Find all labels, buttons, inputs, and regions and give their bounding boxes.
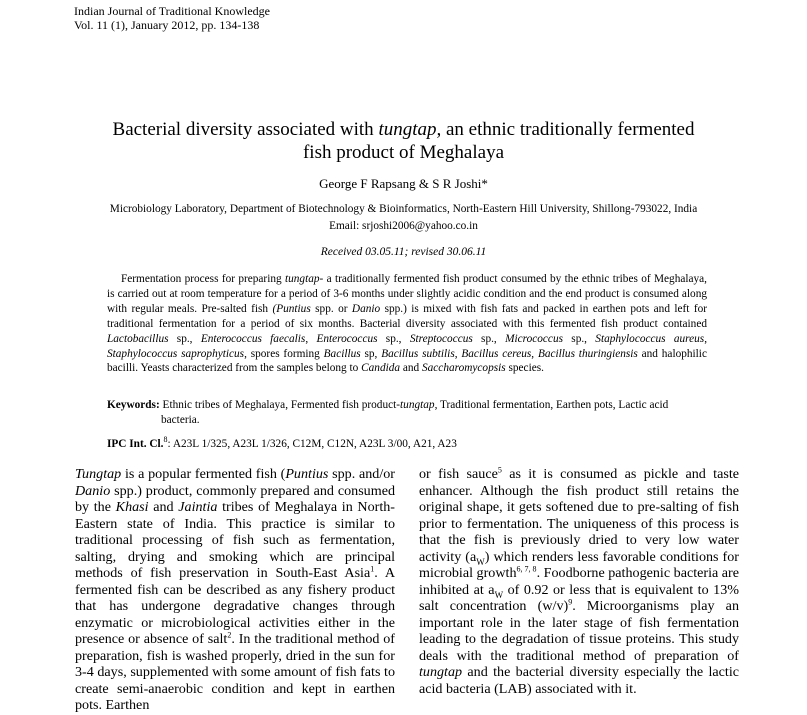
ipc-label: IPC Int. Cl. (107, 438, 164, 450)
body-column-right (419, 466, 739, 715)
abstract-text: , (531, 347, 538, 360)
received-dates: Received 03.05.11; revised 30.06.11 (320, 246, 487, 258)
title-part2: an ethnic traditionally fermented (441, 119, 695, 140)
title-line2: fish product of Meghalaya (302, 142, 505, 163)
abstract-italic: Bacillus subtilis (381, 347, 455, 360)
body-text: ) which renders less favorable conditions for microbial growth (419, 548, 739, 581)
abstract-italic: (Puntius (272, 302, 311, 315)
affiliation-block (40, 201, 767, 235)
journal-name: Indian Journal of Traditional Knowledge (74, 4, 270, 18)
body-italic: Danio (75, 482, 111, 499)
abstract-text: sp., (377, 332, 410, 345)
abstract-text: , (305, 332, 317, 345)
body-text: . A fermented fish can be described as any fishery product that has undergone degradative changes through enzymatic or microbiological activities either in the presence or absence of salt (75, 565, 395, 647)
keywords-text: Ethnic tribes of Meghalaya, Fermented fish product- (159, 399, 401, 411)
abstract-text: - a traditionally fermented fish product consumed by the ethnic tribes of Meghalaya, is carried out at room temperature for a period of 3-6 months under slightly acidic condition and the end product is consumed along with regular meals. Pre-salted fish (107, 273, 707, 315)
body-text: or fish sauce (419, 466, 498, 482)
reference-number: 1 (370, 564, 375, 574)
abstract-italic: Candida (361, 362, 401, 375)
abstract-text: spp.) is mixed with fish fats and packed in earthen pots and left for traditional fermentation for a period of six months. Bacterial diversity associated with this fermented fish product contained (107, 302, 708, 330)
abstract-text: sp., (563, 332, 596, 345)
abstract-text: Fermentation process for preparing (121, 273, 285, 285)
reference-number: 9 (568, 597, 573, 607)
abstract-italic: Bacillus cereus (461, 347, 532, 360)
abstract-text: , (454, 347, 462, 360)
body-text: of 0.92 or less that is equivalent to 13% salt concentration (w/v) (419, 581, 739, 614)
journal-header (74, 4, 270, 32)
reference-number: 2 (227, 630, 232, 640)
body-text: . In the traditional method of preparation, fish is washed properly, dried in the sun for 3-4 days, supplemented with some amount of fish fats to create semi-anaerobic condition and kept in earthen pots. Earthen (75, 631, 395, 713)
body-italic: Jaintia (178, 499, 218, 515)
abstract-italic: Enterococcus (316, 332, 378, 345)
body-text: and the bacterial diversity especially the lactic acid bacteria (LAB) associated with it. (419, 664, 739, 697)
body-column-left (75, 466, 395, 715)
abstract-text: sp., (168, 332, 201, 345)
abstract-italic: Bacillus (323, 347, 361, 360)
reference-number: 6, 7, 8 (516, 564, 537, 574)
title-italic: tungtap, (378, 119, 442, 140)
abstract-italic: Enterococcus faecalis (200, 332, 306, 345)
ipc-classification (107, 437, 707, 452)
reference-number: 5 (497, 466, 502, 475)
abstract-text: sp, (360, 347, 382, 360)
body-italic: tungtap (419, 664, 463, 680)
body-text: . Foodborne pathogenic bacteria are inhibited at a (419, 565, 739, 598)
abstract-text: species. (505, 362, 544, 375)
abstract-text: sp., (472, 332, 506, 345)
keywords-text: , Traditional fermentation, Earthen pots, Lactic acid bacteria. (161, 399, 669, 426)
abstract-italic: tungtap (284, 273, 320, 285)
subscript: W (494, 589, 504, 600)
body-italic: Tungtap (75, 466, 122, 482)
authors: George F Rapsang & S R Joshi* (319, 176, 488, 191)
abstract-italic: Streptococcus (409, 332, 473, 345)
keywords-italic: tungtap (400, 399, 435, 411)
abstract-text: and halophilic bacilli. Yeasts characterized from the samples belong to (107, 347, 707, 375)
body-text: . Microorganisms play an important role in the later stage of fish fermentation leading to the degradation of tissue proteins. This study deals with the traditional method of preparation of (419, 598, 739, 664)
abstract (107, 272, 707, 376)
affiliation: Microbiology Laboratory, Department of Biotechnology & Bioinformatics, North-Eastern Hill University, Shillong-793022, India (109, 203, 698, 215)
body-text: and (148, 499, 179, 515)
body-text: spp.) product, commonly prepared and consumed by the (75, 482, 395, 515)
journal-volume: Vol. 11 (1), January 2012, pp. 134-138 (74, 18, 260, 32)
abstract-text: and (400, 362, 422, 375)
abstract-text: spp. or (310, 302, 352, 315)
abstract-text: , (704, 332, 708, 345)
body-text: as it is consumed as pickle and taste enhancer. Although the fish product still retains the original shape, it gets softened due to pre-salting of fish prior to fermentation. The uniqueness of this process is that the fish is previously dried to very low water activity (a (419, 466, 739, 565)
abstract-italic: Staphylococcus saprophyticus (107, 347, 245, 360)
body-italic: Khasi (115, 499, 149, 515)
abstract-italic: Danio (351, 302, 381, 315)
ipc-sup: 8 (163, 435, 168, 445)
email: Email: srjoshi2006@yahoo.co.in (329, 220, 478, 232)
body-text: tribes of Meghalaya in North-Eastern state of India. This practice is similar to traditional processing of fish such as fermentation, salting, drying and smoking which are principal methods of fish preservation in South-East Asia (75, 499, 395, 581)
abstract-italic: Micrococcus (505, 332, 563, 345)
body-italic: Puntius (285, 466, 329, 482)
keywords-label: Keywords: (107, 399, 160, 411)
ipc-text: : A23L 1/325, A23L 1/326, C12M, C12N, A23L 3/00, A21, A23 (167, 438, 457, 450)
abstract-italic: Lactobacillus (107, 332, 169, 345)
body-text: spp. and/or (328, 466, 395, 482)
abstract-italic: Saccharomycopsis (422, 362, 506, 375)
abstract-text: , spores forming (244, 347, 324, 360)
abstract-italic: Staphylococcus aureus (595, 332, 705, 345)
subscript: W (476, 556, 485, 567)
body-text: is a popular fermented fish ( (121, 466, 286, 482)
abstract-italic: Bacillus thuringiensis (537, 347, 638, 360)
keywords (107, 398, 707, 428)
title-part1: Bacterial diversity associated with (112, 119, 379, 140)
article-title (60, 118, 747, 164)
